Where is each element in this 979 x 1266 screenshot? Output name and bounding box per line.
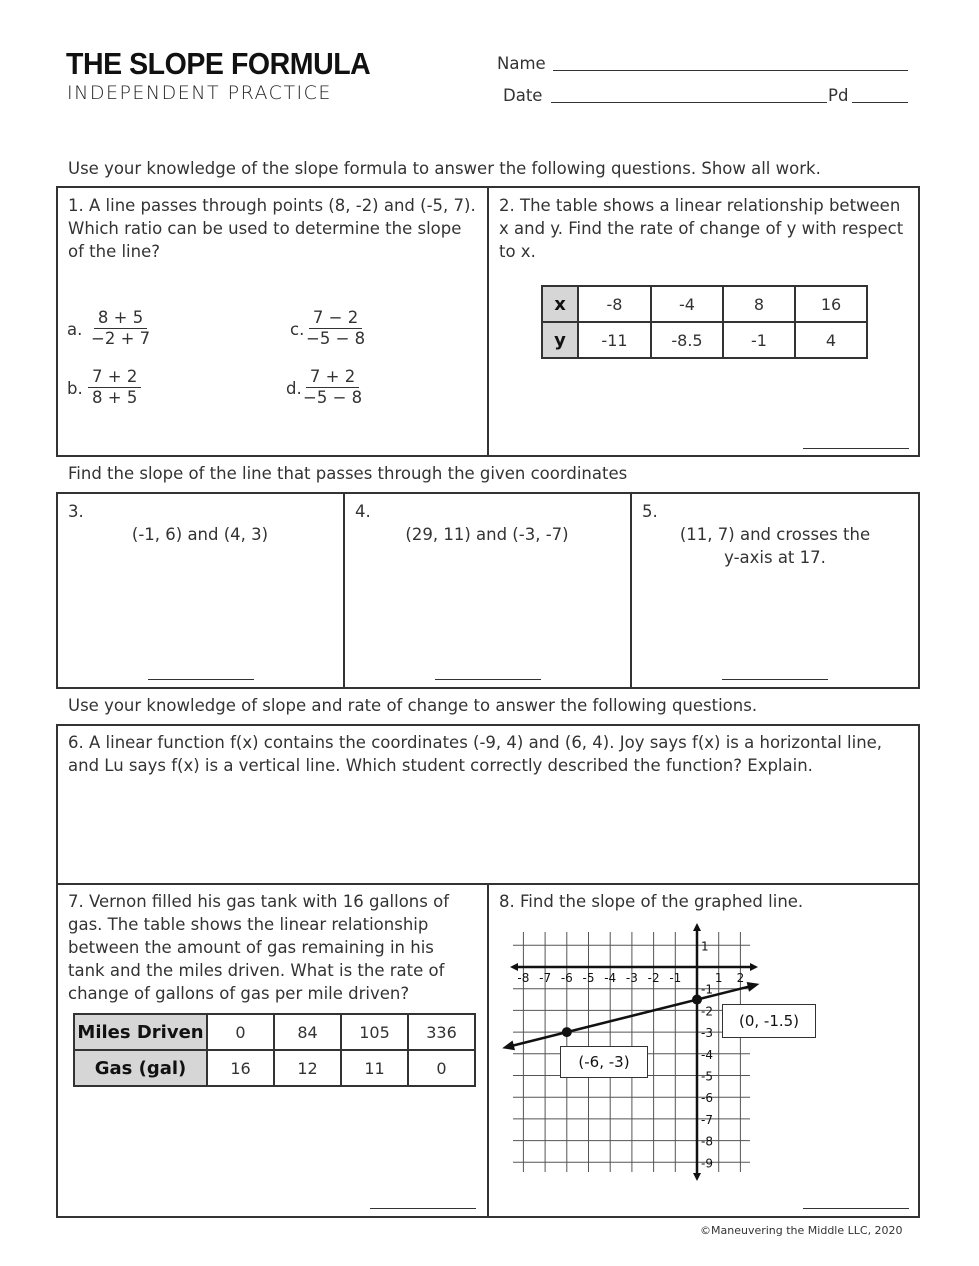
q1-choice-a-letter: a.	[67, 320, 83, 339]
date-label: Date	[503, 86, 543, 105]
q8-answer-blank[interactable]	[803, 1208, 909, 1209]
q1-choice-c-letter: c.	[290, 320, 305, 339]
table-cell: 105	[341, 1014, 408, 1050]
numerator: 7 + 2	[88, 367, 141, 388]
y-header: y	[542, 322, 578, 358]
q3-number: 3.	[68, 502, 84, 521]
x-tick-label: 1	[714, 971, 723, 985]
numerator: 7 + 2	[306, 367, 359, 388]
worksheet-subtitle: INDEPENDENT PRACTICE	[67, 82, 332, 104]
x-tick-label: -1	[669, 971, 682, 985]
denominator: −2 + 7	[91, 329, 151, 348]
q3-text: (-1, 6) and (4, 3)	[131, 525, 269, 544]
table-cell: 0	[207, 1014, 274, 1050]
denominator: 8 + 5	[92, 388, 138, 407]
x-tick-label: -3	[625, 971, 638, 985]
name-label: Name	[497, 54, 546, 73]
table-cell: 8	[723, 286, 795, 322]
x-header: x	[542, 286, 578, 322]
table-cell: -8	[578, 286, 651, 322]
x-tick-label: -7	[539, 971, 552, 985]
y-tick-label: -4	[701, 1047, 713, 1062]
q1-choice-b-letter: b.	[67, 379, 83, 398]
data-point	[562, 1027, 572, 1037]
y-tick-label: -1	[701, 982, 713, 997]
q4-text: (29, 11) and (-3, -7)	[405, 525, 569, 544]
gas-header: Gas (gal)	[74, 1050, 207, 1086]
y-tick-label: -8	[701, 1134, 713, 1149]
table-cell: 16	[207, 1050, 274, 1086]
line-arrow	[502, 1040, 515, 1050]
numerator: 7 − 2	[309, 308, 362, 329]
table-cell: -4	[651, 286, 723, 322]
line-arrow	[747, 982, 760, 992]
table-cell: 336	[408, 1014, 475, 1050]
period-label: Pd	[828, 86, 849, 105]
table-cell: -11	[578, 322, 651, 358]
x-tick-label: -8	[517, 971, 530, 985]
instructions-part1: Use your knowledge of the slope formula to answer the following questions. Show all work.	[68, 159, 821, 178]
y-tick-label: -7	[701, 1112, 713, 1127]
table-cell: -8.5	[651, 322, 723, 358]
graphed-line	[506, 982, 756, 1047]
table-cell: 4	[795, 322, 867, 358]
x-tick-label: -2	[647, 971, 660, 985]
y-tick-label: -9	[701, 1156, 713, 1171]
q4-number: 4.	[355, 502, 371, 521]
q1-choice-d-letter: d.	[286, 379, 302, 398]
data-point	[692, 995, 702, 1005]
q7-text: 7. Vernon filled his gas tank with 16 gallons of gas. The table shows the linear relationship between the amount of gas remaining in his tank and the miles driven. What is the rate of change of gallons of gas per mile driven?	[68, 892, 450, 1003]
y-tick-label: -3	[701, 1026, 713, 1041]
denominator: −5 − 8	[306, 329, 366, 348]
table-cell: 0	[408, 1050, 475, 1086]
q6-text: 6. A linear function f(x) contains the coordinates (-9, 4) and (6, 4). Joy says f(x) is a horizontal line, and Lu says f(x) is a vertical line. Which student correctly described the function? Explain.	[68, 733, 883, 775]
table-cell: -1	[723, 322, 795, 358]
y-tick-label: -2	[701, 1004, 713, 1019]
y-tick-label: 1	[701, 939, 709, 954]
q2-text: 2. The table shows a linear relationship between x and y. Find the rate of change of y with respect to x.	[499, 196, 904, 261]
x-tick-label: -5	[582, 971, 595, 985]
y-tick-label: -5	[701, 1069, 713, 1084]
table-cell: 12	[274, 1050, 341, 1086]
denominator: −5 − 8	[303, 388, 363, 407]
copyright: ©Maneuvering the Middle LLC, 2020	[700, 1224, 903, 1237]
table-cell: 84	[274, 1014, 341, 1050]
q5-number: 5.	[642, 502, 658, 521]
q8-text: 8. Find the slope of the graphed line.	[499, 892, 804, 911]
instructions-part3: Use your knowledge of slope and rate of change to answer the following questions.	[68, 696, 758, 715]
x-tick-label: -4	[604, 971, 617, 985]
q1-text: 1. A line passes through points (8, -2) and (-5, 7). Which ratio can be used to determine the slope of the line?	[68, 196, 476, 261]
numerator: 8 + 5	[94, 308, 147, 329]
table-cell: 11	[341, 1050, 408, 1086]
x-tick-label: -6	[560, 971, 573, 985]
point-label-b: (0, -1.5)	[722, 1004, 816, 1038]
worksheet-title: THE SLOPE FORMULA	[66, 46, 371, 81]
x-tick-label: 2	[736, 971, 745, 985]
table-cell: 16	[795, 286, 867, 322]
instructions-part2: Find the slope of the line that passes through the given coordinates	[68, 464, 628, 483]
q5-text: (11, 7) and crosses the y-axis at 17.	[679, 525, 871, 567]
miles-header: Miles Driven	[74, 1014, 207, 1050]
point-label-a: (-6, -3)	[560, 1046, 648, 1078]
y-tick-label: -6	[701, 1091, 713, 1106]
